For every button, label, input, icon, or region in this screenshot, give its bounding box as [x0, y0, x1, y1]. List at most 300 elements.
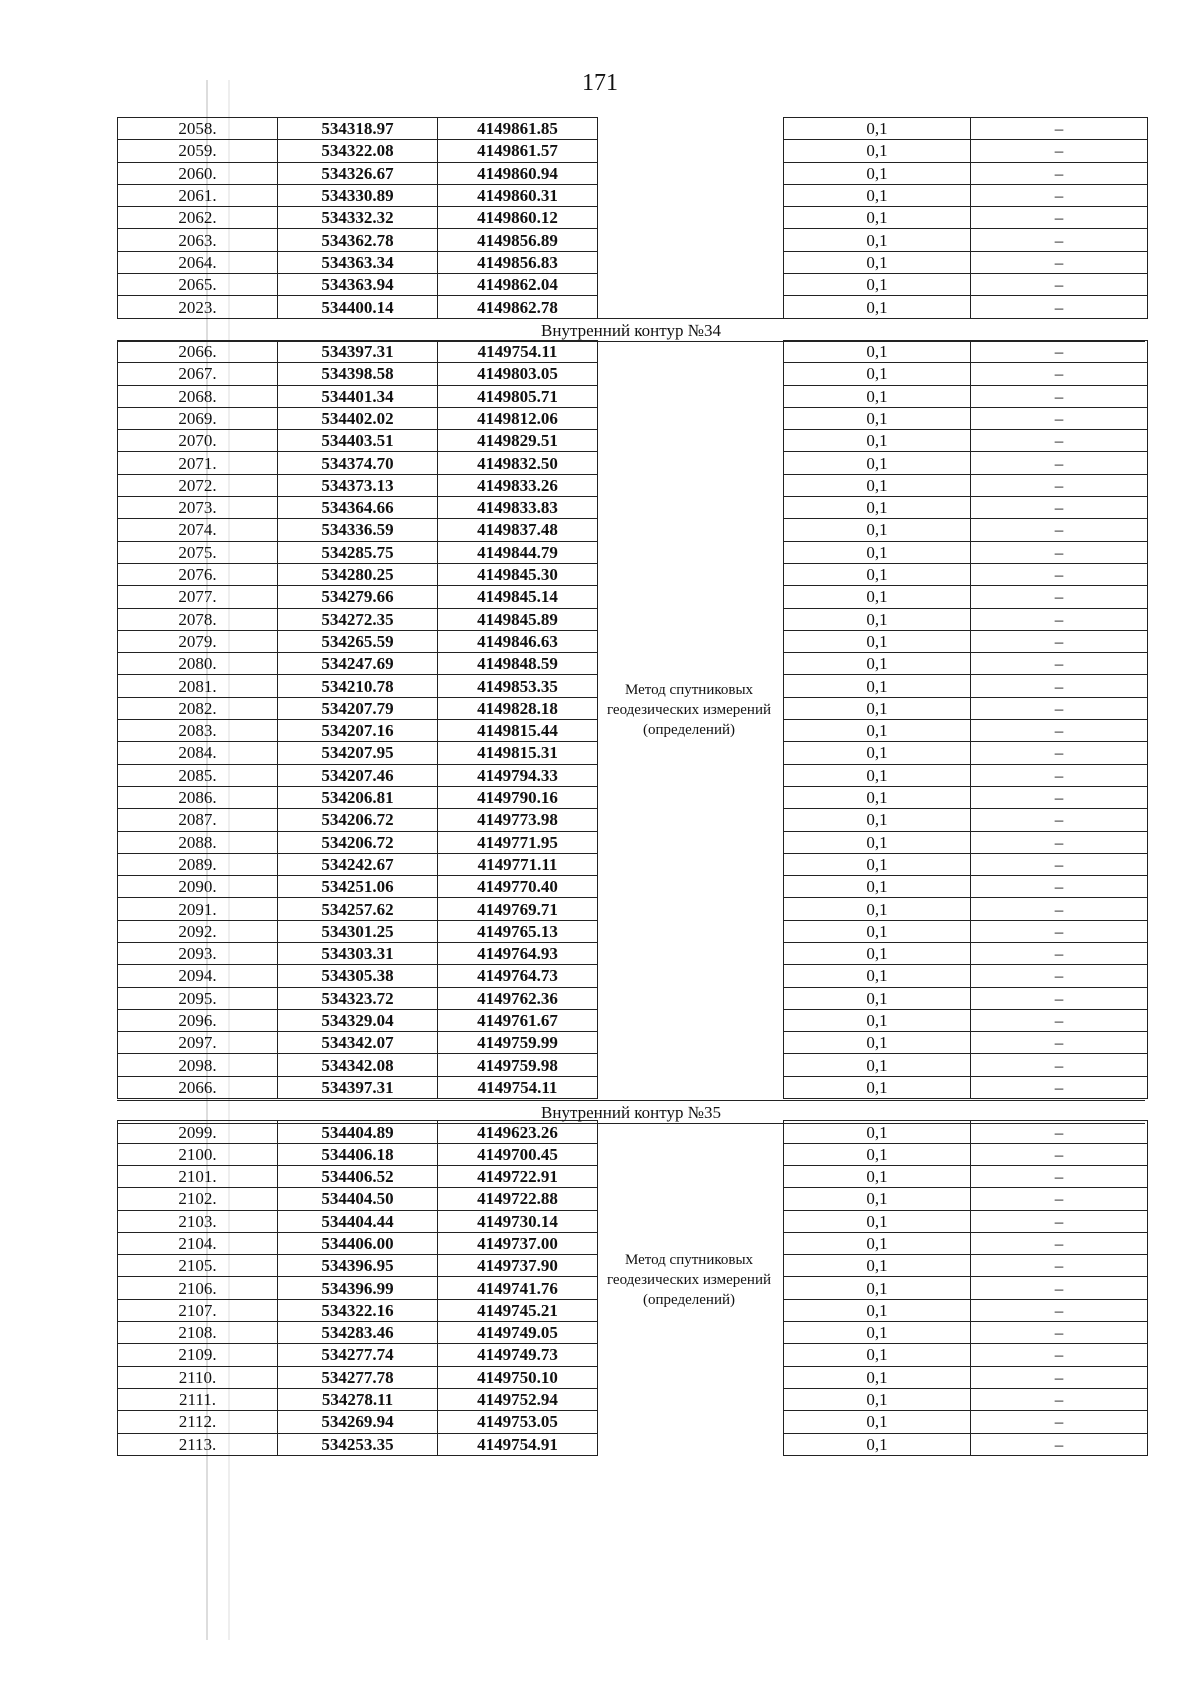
dash-value: – [971, 1366, 1148, 1388]
coordinate-y: 4149754.11 [438, 1076, 598, 1098]
dash-value: – [971, 831, 1148, 853]
accuracy-value: 0,1 [784, 1210, 971, 1232]
table-row [118, 140, 598, 162]
coordinate-x: 534253.35 [278, 1433, 438, 1455]
dash-value: – [971, 1009, 1148, 1031]
dash-value: – [971, 251, 1148, 273]
accuracy-value: 0,1 [784, 697, 971, 719]
coordinate-y: 4149862.78 [438, 296, 598, 318]
accuracy-value: 0,1 [784, 296, 971, 318]
coordinate-y: 4149752.94 [438, 1388, 598, 1410]
coordinate-x: 534332.32 [278, 207, 438, 229]
coordinate-y: 4149856.89 [438, 229, 598, 251]
table-row [784, 697, 1148, 719]
coordinate-y: 4149803.05 [438, 363, 598, 385]
dash-value: – [971, 162, 1148, 184]
coordinate-y: 4149722.88 [438, 1188, 598, 1210]
table-row [784, 720, 1148, 742]
accuracy-value: 0,1 [784, 1299, 971, 1321]
point-number: 2083. [118, 720, 278, 742]
coordinate-y: 4149623.26 [438, 1121, 598, 1143]
dash-value: – [971, 430, 1148, 452]
accuracy-value: 0,1 [784, 363, 971, 385]
coordinate-y: 4149761.67 [438, 1009, 598, 1031]
table-row [784, 1366, 1148, 1388]
table-row [784, 630, 1148, 652]
accuracy-value: 0,1 [784, 853, 971, 875]
table-row [784, 987, 1148, 1009]
coordinate-y: 4149861.57 [438, 140, 598, 162]
dash-value: – [971, 1165, 1148, 1187]
table-row [784, 184, 1148, 206]
coordinate-y: 4149700.45 [438, 1143, 598, 1165]
coordinate-y: 4149833.26 [438, 474, 598, 496]
table-row [784, 920, 1148, 942]
coordinate-x: 534363.34 [278, 251, 438, 273]
table-row [784, 876, 1148, 898]
coordinate-x: 534330.89 [278, 184, 438, 206]
coordinate-y: 4149762.36 [438, 987, 598, 1009]
coordinate-x: 534398.58 [278, 363, 438, 385]
coordinate-x: 534406.00 [278, 1232, 438, 1254]
dash-value: – [971, 207, 1148, 229]
point-number: 2062. [118, 207, 278, 229]
table-row [784, 118, 1148, 140]
table-row [784, 608, 1148, 630]
accuracy-value: 0,1 [784, 1277, 971, 1299]
table-row [784, 1255, 1148, 1277]
point-number: 2023. [118, 296, 278, 318]
table-row [784, 162, 1148, 184]
point-number: 2103. [118, 1210, 278, 1232]
coordinate-y: 4149845.30 [438, 563, 598, 585]
point-number: 2086. [118, 786, 278, 808]
accuracy-value: 0,1 [784, 229, 971, 251]
accuracy-value: 0,1 [784, 1433, 971, 1455]
dash-value: – [971, 1411, 1148, 1433]
table-row [118, 162, 598, 184]
dash-value: – [971, 229, 1148, 251]
coordinate-x: 534396.95 [278, 1255, 438, 1277]
dash-value: – [971, 340, 1148, 362]
table-row [118, 1210, 598, 1232]
point-number: 2088. [118, 831, 278, 853]
table-row [118, 1299, 598, 1321]
table-row [118, 363, 598, 385]
coordinate-x: 534303.31 [278, 942, 438, 964]
dash-value: – [971, 920, 1148, 942]
coordinate-x: 534318.97 [278, 118, 438, 140]
coordinate-x: 534373.13 [278, 474, 438, 496]
accuracy-value: 0,1 [784, 742, 971, 764]
dash-value: – [971, 942, 1148, 964]
point-number: 2063. [118, 229, 278, 251]
coordinate-x: 534251.06 [278, 876, 438, 898]
dash-value: – [971, 853, 1148, 875]
table-row [118, 720, 598, 742]
accuracy-value: 0,1 [784, 563, 971, 585]
table-row [784, 942, 1148, 964]
table-row [118, 563, 598, 585]
coordinate-y: 4149861.85 [438, 118, 598, 140]
coordinate-y: 4149754.91 [438, 1433, 598, 1455]
table-row [784, 764, 1148, 786]
dash-value: – [971, 452, 1148, 474]
coordinate-x: 534404.44 [278, 1210, 438, 1232]
coordinate-y: 4149764.93 [438, 942, 598, 964]
coordinate-y: 4149771.11 [438, 853, 598, 875]
table-row [784, 1433, 1148, 1455]
point-number: 2070. [118, 430, 278, 452]
dash-value: – [971, 474, 1148, 496]
coordinate-y: 4149769.71 [438, 898, 598, 920]
coordinate-y: 4149856.83 [438, 251, 598, 273]
table-row [118, 987, 598, 1009]
table-row [118, 207, 598, 229]
table-row [118, 407, 598, 429]
coordinate-y: 4149860.94 [438, 162, 598, 184]
point-number: 2098. [118, 1054, 278, 1076]
point-number: 2092. [118, 920, 278, 942]
coordinate-y: 4149860.31 [438, 184, 598, 206]
table-row [784, 430, 1148, 452]
coordinate-x: 534326.67 [278, 162, 438, 184]
table-row [784, 207, 1148, 229]
coordinate-x: 534257.62 [278, 898, 438, 920]
coordinate-x: 534301.25 [278, 920, 438, 942]
table-row [784, 497, 1148, 519]
coordinate-y: 4149844.79 [438, 541, 598, 563]
accuracy-value: 0,1 [784, 1232, 971, 1254]
table-row [784, 229, 1148, 251]
dash-value: – [971, 1054, 1148, 1076]
point-number: 2080. [118, 653, 278, 675]
table-row [784, 1032, 1148, 1054]
coordinate-x: 534207.16 [278, 720, 438, 742]
point-number: 2076. [118, 563, 278, 585]
accuracy-value: 0,1 [784, 1388, 971, 1410]
dash-value: – [971, 118, 1148, 140]
table-row [118, 1255, 598, 1277]
coordinate-y: 4149832.50 [438, 452, 598, 474]
coordinate-y: 4149853.35 [438, 675, 598, 697]
table-row [784, 519, 1148, 541]
coordinate-x: 534402.02 [278, 407, 438, 429]
table-row [784, 1143, 1148, 1165]
coordinate-x: 534406.18 [278, 1143, 438, 1165]
table-row [118, 296, 598, 318]
table-row [784, 452, 1148, 474]
coordinate-x: 534247.69 [278, 653, 438, 675]
accuracy-value: 0,1 [784, 1411, 971, 1433]
dash-value: – [971, 1344, 1148, 1366]
accuracy-value: 0,1 [784, 340, 971, 362]
table-row [118, 519, 598, 541]
point-number: 2106. [118, 1277, 278, 1299]
table-row [118, 1032, 598, 1054]
point-number: 2113. [118, 1433, 278, 1455]
coordinate-y: 4149846.63 [438, 630, 598, 652]
point-number: 2091. [118, 898, 278, 920]
coordinate-x: 534397.31 [278, 1076, 438, 1098]
table-row [784, 1344, 1148, 1366]
coordinate-x: 534364.66 [278, 497, 438, 519]
table-row [784, 898, 1148, 920]
coordinate-y: 4149860.12 [438, 207, 598, 229]
point-number: 2067. [118, 363, 278, 385]
table-row [118, 118, 598, 140]
coordinate-x: 534322.16 [278, 1299, 438, 1321]
point-number: 2097. [118, 1032, 278, 1054]
accuracy-value: 0,1 [784, 942, 971, 964]
table-row [784, 385, 1148, 407]
coordinate-y: 4149790.16 [438, 786, 598, 808]
accuracy-value: 0,1 [784, 898, 971, 920]
point-number: 2060. [118, 162, 278, 184]
coordinate-x: 534278.11 [278, 1388, 438, 1410]
accuracy-value: 0,1 [784, 1188, 971, 1210]
accuracy-value: 0,1 [784, 118, 971, 140]
table-row [784, 296, 1148, 318]
accuracy-value: 0,1 [784, 876, 971, 898]
table-row [118, 1433, 598, 1455]
coordinate-y: 4149765.13 [438, 920, 598, 942]
table-row [118, 1277, 598, 1299]
table-row [118, 942, 598, 964]
dash-value: – [971, 630, 1148, 652]
table-row [118, 675, 598, 697]
table-row [118, 853, 598, 875]
coordinate-y: 4149829.51 [438, 430, 598, 452]
accuracy-value: 0,1 [784, 831, 971, 853]
point-number: 2107. [118, 1299, 278, 1321]
point-number: 2081. [118, 675, 278, 697]
point-number: 2071. [118, 452, 278, 474]
table-row [118, 786, 598, 808]
coordinate-x: 534283.46 [278, 1322, 438, 1344]
coordinate-x: 534362.78 [278, 229, 438, 251]
coordinate-y: 4149750.10 [438, 1366, 598, 1388]
coordinate-x: 534336.59 [278, 519, 438, 541]
table-row [784, 407, 1148, 429]
coordinate-y: 4149759.98 [438, 1054, 598, 1076]
point-number: 2094. [118, 965, 278, 987]
point-number: 2066. [118, 340, 278, 362]
table-row [784, 786, 1148, 808]
coordinate-x: 534207.95 [278, 742, 438, 764]
point-number: 2084. [118, 742, 278, 764]
table-row [784, 363, 1148, 385]
coordinate-y: 4149815.44 [438, 720, 598, 742]
coordinate-x: 534397.31 [278, 340, 438, 362]
accuracy-value: 0,1 [784, 987, 971, 1009]
table-row [118, 1344, 598, 1366]
accuracy-value: 0,1 [784, 385, 971, 407]
dash-value: – [971, 563, 1148, 585]
accuracy-value: 0,1 [784, 1032, 971, 1054]
table-row [118, 385, 598, 407]
table-row [118, 809, 598, 831]
accuracy-value: 0,1 [784, 786, 971, 808]
point-number: 2108. [118, 1322, 278, 1344]
table-row [118, 1232, 598, 1254]
table-row [784, 474, 1148, 496]
accuracy-value: 0,1 [784, 1054, 971, 1076]
coordinate-x: 534269.94 [278, 1411, 438, 1433]
accuracy-value: 0,1 [784, 586, 971, 608]
point-number: 2061. [118, 184, 278, 206]
table-row [784, 274, 1148, 296]
table-row [118, 430, 598, 452]
coordinate-x: 534277.74 [278, 1344, 438, 1366]
coordinate-x: 534400.14 [278, 296, 438, 318]
table-row [118, 764, 598, 786]
dash-value: – [971, 140, 1148, 162]
table-row [118, 742, 598, 764]
point-number: 2089. [118, 853, 278, 875]
point-number: 2059. [118, 140, 278, 162]
point-number: 2109. [118, 1344, 278, 1366]
point-number: 2090. [118, 876, 278, 898]
coordinate-y: 4149833.83 [438, 497, 598, 519]
dash-value: – [971, 675, 1148, 697]
table-row [118, 1188, 598, 1210]
point-number: 2093. [118, 942, 278, 964]
coordinate-x: 534207.46 [278, 764, 438, 786]
accuracy-value: 0,1 [784, 1322, 971, 1344]
coordinate-x: 534403.51 [278, 430, 438, 452]
coordinate-y: 4149771.95 [438, 831, 598, 853]
table-row [784, 1165, 1148, 1187]
table-row [118, 1366, 598, 1388]
table-row [118, 251, 598, 273]
table-row [784, 809, 1148, 831]
point-number: 2075. [118, 541, 278, 563]
coordinate-x: 534206.72 [278, 809, 438, 831]
coordinate-y: 4149848.59 [438, 653, 598, 675]
dash-value: – [971, 720, 1148, 742]
point-number: 2077. [118, 586, 278, 608]
dash-value: – [971, 519, 1148, 541]
dash-value: – [971, 987, 1148, 1009]
table-row [784, 853, 1148, 875]
table-row [118, 1076, 598, 1098]
coordinate-x: 534323.72 [278, 987, 438, 1009]
coordinate-x: 534206.81 [278, 786, 438, 808]
coordinate-x: 534207.79 [278, 697, 438, 719]
dash-value: – [971, 1121, 1148, 1143]
point-number: 2105. [118, 1255, 278, 1277]
point-number: 2068. [118, 385, 278, 407]
table-row [784, 1054, 1148, 1076]
coordinate-x: 534329.04 [278, 1009, 438, 1031]
accuracy-value: 0,1 [784, 1165, 971, 1187]
table-row [118, 876, 598, 898]
table-row [784, 586, 1148, 608]
dash-value: – [971, 1032, 1148, 1054]
coordinate-y: 4149845.14 [438, 586, 598, 608]
table-row [118, 1411, 598, 1433]
coordinate-x: 534285.75 [278, 541, 438, 563]
accuracy-value: 0,1 [784, 274, 971, 296]
accuracy-value: 0,1 [784, 497, 971, 519]
accuracy-value: 0,1 [784, 519, 971, 541]
dash-value: – [971, 608, 1148, 630]
dash-value: – [971, 274, 1148, 296]
coordinate-x: 534272.35 [278, 608, 438, 630]
coordinate-y: 4149773.98 [438, 809, 598, 831]
coordinate-x: 534206.72 [278, 831, 438, 853]
dash-value: – [971, 1210, 1148, 1232]
coordinate-y: 4149759.99 [438, 1032, 598, 1054]
point-number: 2099. [118, 1121, 278, 1143]
dash-value: – [971, 876, 1148, 898]
point-number: 2069. [118, 407, 278, 429]
coordinate-y: 4149749.05 [438, 1322, 598, 1344]
coordinate-x: 534305.38 [278, 965, 438, 987]
accuracy-value: 0,1 [784, 1255, 971, 1277]
coordinate-x: 534342.07 [278, 1032, 438, 1054]
section-title: Внутренний контур №34 [117, 318, 1145, 342]
coordinate-x: 534242.67 [278, 853, 438, 875]
accuracy-value: 0,1 [784, 474, 971, 496]
coordinate-y: 4149845.89 [438, 608, 598, 630]
accuracy-value: 0,1 [784, 920, 971, 942]
coordinate-x: 534322.08 [278, 140, 438, 162]
table-row [784, 1299, 1148, 1321]
accuracy-value: 0,1 [784, 430, 971, 452]
coordinate-y: 4149737.90 [438, 1255, 598, 1277]
dash-value: – [971, 764, 1148, 786]
method-label: Метод спутниковых геодезических измерений (определений) [606, 682, 772, 739]
point-number: 2095. [118, 987, 278, 1009]
table-row [118, 608, 598, 630]
table-row [118, 653, 598, 675]
accuracy-value: 0,1 [784, 608, 971, 630]
point-number: 2112. [118, 1411, 278, 1433]
coordinate-y: 4149837.48 [438, 519, 598, 541]
table-row [784, 1210, 1148, 1232]
table-row [118, 965, 598, 987]
accuracy-value: 0,1 [784, 720, 971, 742]
coordinate-x: 534265.59 [278, 630, 438, 652]
coordinate-y: 4149805.71 [438, 385, 598, 407]
coordinate-y: 4149862.04 [438, 274, 598, 296]
dash-value: – [971, 1322, 1148, 1344]
table-row [118, 1143, 598, 1165]
coordinate-y: 4149722.91 [438, 1165, 598, 1187]
coordinate-y: 4149730.14 [438, 1210, 598, 1232]
table-row [118, 340, 598, 362]
accuracy-value: 0,1 [784, 1076, 971, 1098]
coordinate-x: 534363.94 [278, 274, 438, 296]
dash-value: – [971, 541, 1148, 563]
coordinate-x: 534280.25 [278, 563, 438, 585]
coordinate-x: 534279.66 [278, 586, 438, 608]
point-number: 2110. [118, 1366, 278, 1388]
point-number: 2073. [118, 497, 278, 519]
table-row [118, 920, 598, 942]
dash-value: – [971, 1076, 1148, 1098]
point-number: 2065. [118, 274, 278, 296]
table-row [118, 229, 598, 251]
dash-value: – [971, 965, 1148, 987]
accuracy-value: 0,1 [784, 452, 971, 474]
table-row [118, 898, 598, 920]
dash-value: – [971, 742, 1148, 764]
table-row [784, 653, 1148, 675]
table-row [784, 742, 1148, 764]
